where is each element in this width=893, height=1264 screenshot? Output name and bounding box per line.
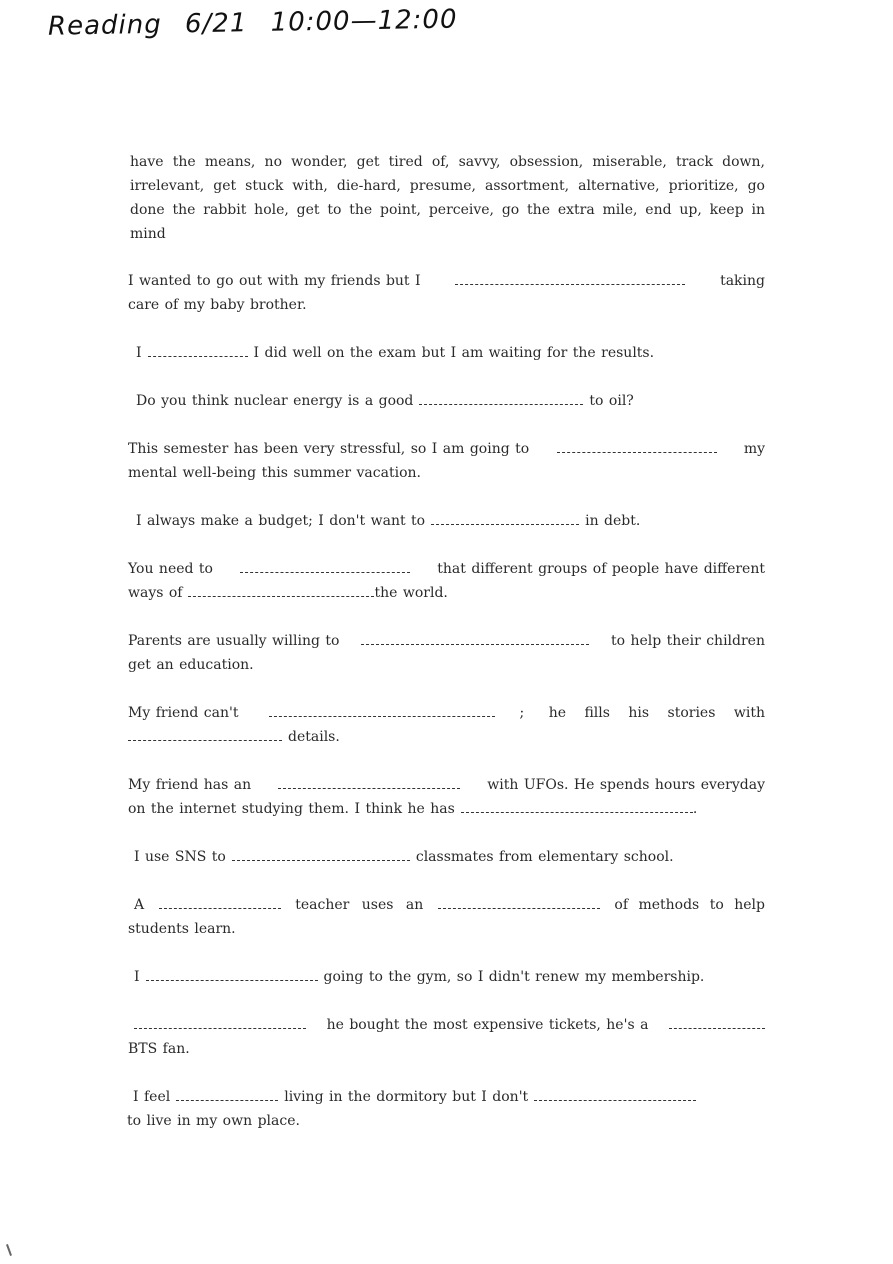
sentence-6-text-a: You need to — [128, 561, 213, 577]
sentence-3-text-b: to oil? — [589, 393, 634, 409]
answer-blank[interactable] — [269, 715, 495, 717]
sentence-6-text-b: that different groups of people have different — [437, 561, 765, 577]
answer-blank[interactable] — [134, 1027, 306, 1029]
sentence-12-text-b: going to the gym, so I didn't renew my membership. — [323, 969, 705, 985]
header-date: 6/21 — [184, 8, 248, 40]
sentence-13 — [128, 1013, 765, 1061]
stray-pen-mark — [6, 1244, 12, 1256]
sentence-5-text-b: in debt. — [585, 513, 641, 529]
sentence-10-text-a: I use SNS to — [134, 849, 226, 865]
answer-blank[interactable] — [240, 571, 410, 573]
answer-blank[interactable] — [188, 595, 374, 597]
answer-blank[interactable] — [534, 1099, 696, 1101]
sentence-6-text-d: the world. — [374, 585, 448, 601]
sentence-7-text-c: get an education. — [128, 657, 254, 673]
answer-blank[interactable] — [461, 811, 693, 813]
answer-blank[interactable] — [146, 979, 318, 981]
sentence-2-text-a: I — [136, 345, 142, 361]
sentence-1-text-a: I wanted to go out with my friends but I — [128, 273, 421, 289]
sentence-8-text-a: My friend can't — [128, 705, 239, 721]
answer-blank[interactable] — [438, 907, 600, 909]
sentence-7 — [128, 629, 765, 677]
sentence-6 — [128, 557, 765, 605]
sentence-9-text-b: with UFOs. He spends hours everyday — [487, 777, 765, 793]
sentence-10-text-b: classmates from elementary school. — [415, 849, 674, 865]
sentence-13-text-b: BTS fan. — [128, 1041, 190, 1057]
sentence-5-text-a: I always make a budget; I don't want to — [136, 513, 426, 529]
word-bank: have the means, no wonder, get tired of, savvy, obsession, miserable, track down, irrelevant, get stuck with, die-hard, presume, assortment, alternative, prioritize, go done the rabbit hole, get to the point, perceive, go the extra mile, end up, keep in mind — [130, 154, 765, 242]
answer-blank[interactable] — [232, 859, 410, 861]
sentence-13-text-a: he bought the most expensive tickets, he's a — [326, 1017, 649, 1033]
sentence-1 — [128, 269, 765, 317]
answer-blank[interactable] — [159, 907, 281, 909]
sentence-11-text-d: students learn. — [128, 921, 236, 937]
header-time: 10:00—12:00 — [270, 4, 458, 38]
sentence-7-text-b: to help their children — [610, 633, 765, 649]
sentence-14-text-b: living in the dormitory but I don't — [284, 1089, 529, 1105]
sentence-9-text-d: . — [692, 801, 698, 817]
sentence-4-text-b: my — [743, 441, 765, 457]
sentence-2-text-b: I did well on the exam but I am waiting for the results. — [253, 345, 655, 361]
sentence-11-text-a: A — [134, 897, 145, 913]
sentence-4-text-a: This semester has been very stressful, so I am going to — [128, 441, 530, 457]
answer-blank[interactable] — [128, 739, 282, 741]
answer-blank[interactable] — [669, 1027, 765, 1029]
sentence-3-text-a: Do you think nuclear energy is a good — [136, 393, 414, 409]
sentence-8-text-d: details. — [288, 729, 340, 745]
sentence-8-text-c: he fills his stories with — [548, 705, 765, 721]
sentence-6-text-c: ways of — [128, 585, 183, 601]
answer-blank[interactable] — [557, 451, 717, 453]
sentence-8 — [128, 701, 765, 749]
sentence-11 — [128, 893, 765, 941]
handwritten-header — [48, 4, 472, 41]
sentence-3 — [136, 389, 765, 413]
answer-blank[interactable] — [419, 403, 583, 405]
sentence-1-text-b: taking — [720, 273, 765, 289]
answer-blank[interactable] — [176, 1099, 278, 1101]
sentence-4 — [128, 437, 765, 485]
sentence-10 — [134, 845, 765, 869]
sentence-12-text-a: I — [134, 969, 140, 985]
sentence-1-text-c: care of my baby brother. — [128, 297, 307, 313]
sentence-5 — [136, 509, 765, 533]
answer-blank[interactable] — [361, 643, 589, 645]
answer-blank[interactable] — [278, 787, 460, 789]
sentence-14 — [127, 1085, 765, 1133]
sentence-7-text-a: Parents are usually willing to — [128, 633, 340, 649]
sentence-11-text-c: of methods to help — [614, 897, 765, 913]
answer-blank[interactable] — [431, 523, 579, 525]
sentence-2 — [136, 341, 765, 365]
sentence-12 — [134, 965, 765, 989]
sentence-11-text-b: teacher uses an — [295, 897, 424, 913]
sentence-8-text-b: ; — [519, 705, 525, 721]
sentence-4-text-c: mental well-being this summer vacation. — [128, 465, 421, 481]
sentence-9-text-c: on the internet studying them. I think he has — [128, 801, 455, 817]
header-subject: Reading — [47, 9, 162, 42]
answer-blank[interactable] — [455, 283, 685, 285]
sentence-9 — [128, 773, 765, 821]
sentence-14-text-a: I feel — [133, 1089, 171, 1105]
sentence-14-text-c: to live in my own place. — [127, 1113, 300, 1129]
sentence-9-text-a: My friend has an — [128, 777, 252, 793]
answer-blank[interactable] — [148, 355, 248, 357]
